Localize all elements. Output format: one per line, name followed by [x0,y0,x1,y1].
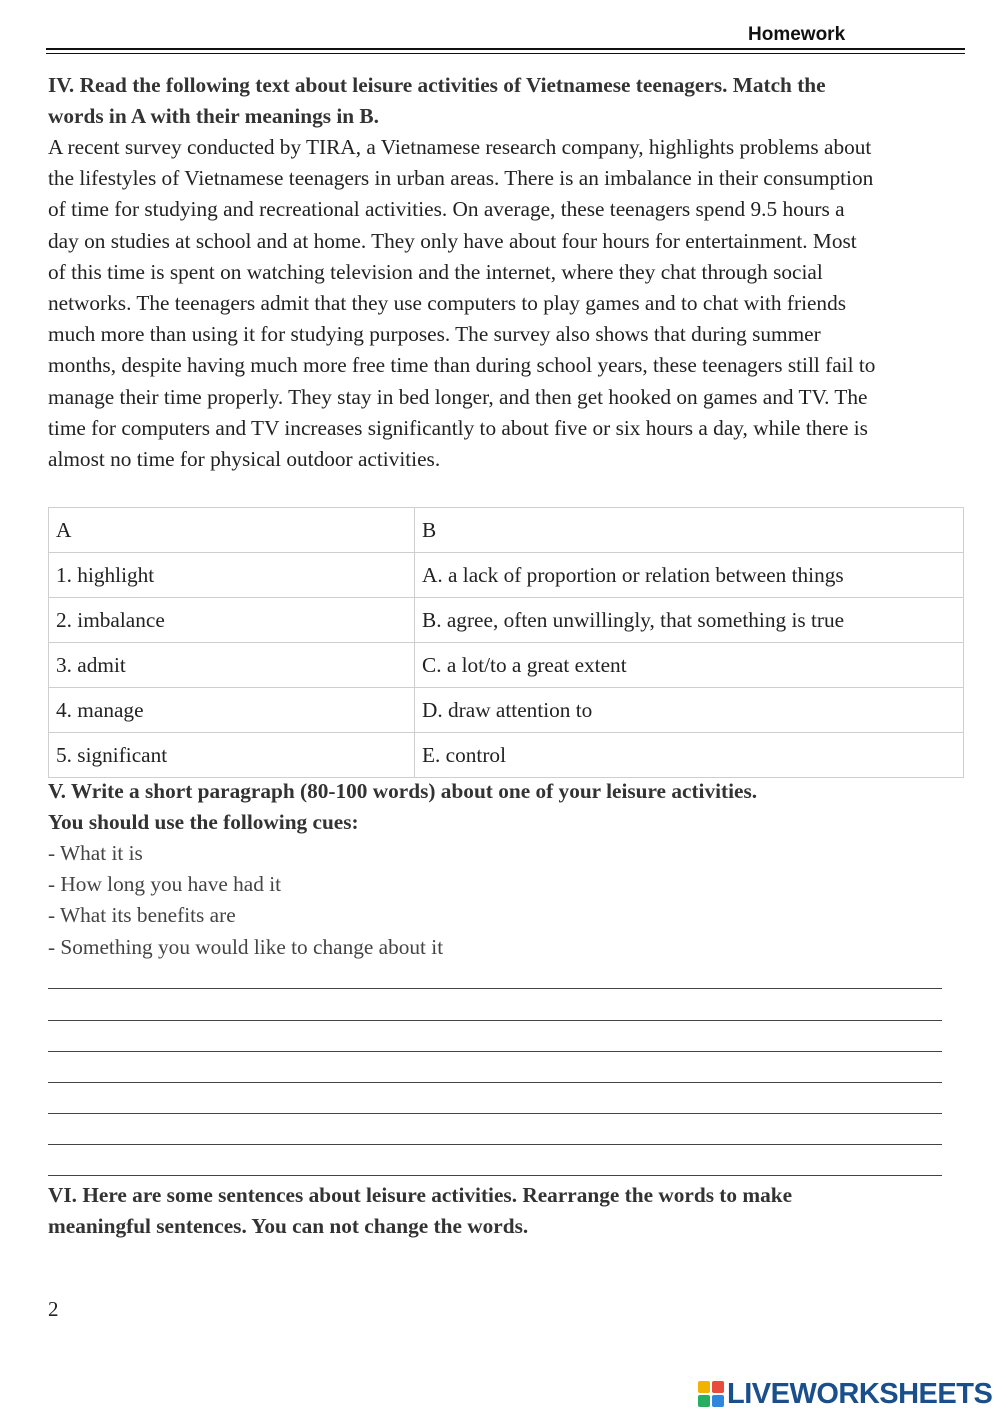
answer-line[interactable] [48,1113,942,1114]
answer-line[interactable] [48,1144,942,1145]
liveworksheets-logo [698,1377,992,1411]
column-b-header: B [415,508,964,553]
cue-item: - How long you have had it [48,872,282,897]
passage-line: networks. The teenagers admit that they use computers to play games and to chat with friends [48,291,847,316]
section-iv-heading-line: IV. Read the following text about leisure activities of Vietnamese teenagers. Match the [48,73,826,97]
passage-line: much more than using it for studying purposes. The survey also shows that during summer [48,322,821,347]
passage-line: time for computers and TV increases significantly to about five or six hours a day, while there is [48,415,868,440]
answer-line[interactable] [48,988,942,989]
answer-line[interactable] [48,1175,942,1176]
word-cell: 2. imbalance [49,598,415,643]
passage-line: day on studies at school and at home. They only have about four hours for entertainment. Most [48,228,857,253]
passage-line: months, despite having much more free time than during school years, these teenagers still fail to [48,353,876,378]
table-row [49,553,964,598]
logo-icon [698,1381,724,1407]
section-v-heading-line: You should use the following cues: [48,810,359,834]
passage-line: of time for studying and recreational activities. On average, these teenagers spend 9.5 hours a [48,197,845,222]
meaning-cell: A. a lack of proportion or relation between things [415,553,964,598]
answer-line[interactable] [48,1051,942,1052]
matching-table [48,507,964,778]
passage-line: the lifestyles of Vietnamese teenagers in urban areas. There is an imbalance in their consumption [48,166,874,191]
passage-line: almost no time for physical outdoor activities. [48,447,441,472]
cue-item: - What it is [48,841,143,865]
page-number: 2 [48,1297,59,1321]
answer-line[interactable] [48,1020,942,1021]
cue-item: - What its benefits are [48,903,236,928]
section-iv-heading-line: words in A with their meanings in B. [48,104,379,128]
meaning-cell: D. draw attention to [415,688,964,733]
answer-line[interactable] [48,1082,942,1083]
section-v-heading [48,776,757,838]
section-iv-heading [48,70,826,132]
passage-line: manage their time properly. They stay in bed longer, and then get hooked on games and TV. The [48,384,868,409]
table-header-row [49,508,964,553]
cue-item: - Something you would like to change about it [48,934,444,959]
table-row [49,598,964,643]
section-vi-heading-line: VI. Here are some sentences about leisure activities. Rearrange the words to make [48,1183,793,1207]
table-row [49,733,964,778]
meaning-cell: E. control [415,733,964,778]
logo-text: LIVEWORKSHEETS [727,1377,993,1410]
section-v-heading-line: V. Write a short paragraph (80-100 words) about one of your leisure activities. [48,779,758,803]
header-divider-bottom [46,53,965,54]
reading-passage [48,132,966,475]
word-cell: 1. highlight [49,553,415,598]
header-divider-top [46,48,965,50]
table-row [49,688,964,733]
cue-list [48,838,443,963]
word-cell: 4. manage [49,688,415,733]
meaning-cell: C. a lot/to a great extent [415,643,964,688]
section-vi-heading-line: meaningful sentences. You can not change the words. [48,1214,529,1238]
word-cell: 5. significant [49,733,415,778]
word-cell: 3. admit [49,643,415,688]
passage-line: of this time is spent on watching television and the internet, where they chat through social [48,259,823,284]
page-header-title: Homework [748,24,846,45]
table-row [49,643,964,688]
section-vi-heading [48,1180,792,1242]
passage-line: A recent survey conducted by TIRA, a Vietnamese research company, highlights problems about [48,135,872,159]
meaning-cell: B. agree, often unwillingly, that something is true [415,598,964,643]
column-a-header: A [49,508,415,553]
